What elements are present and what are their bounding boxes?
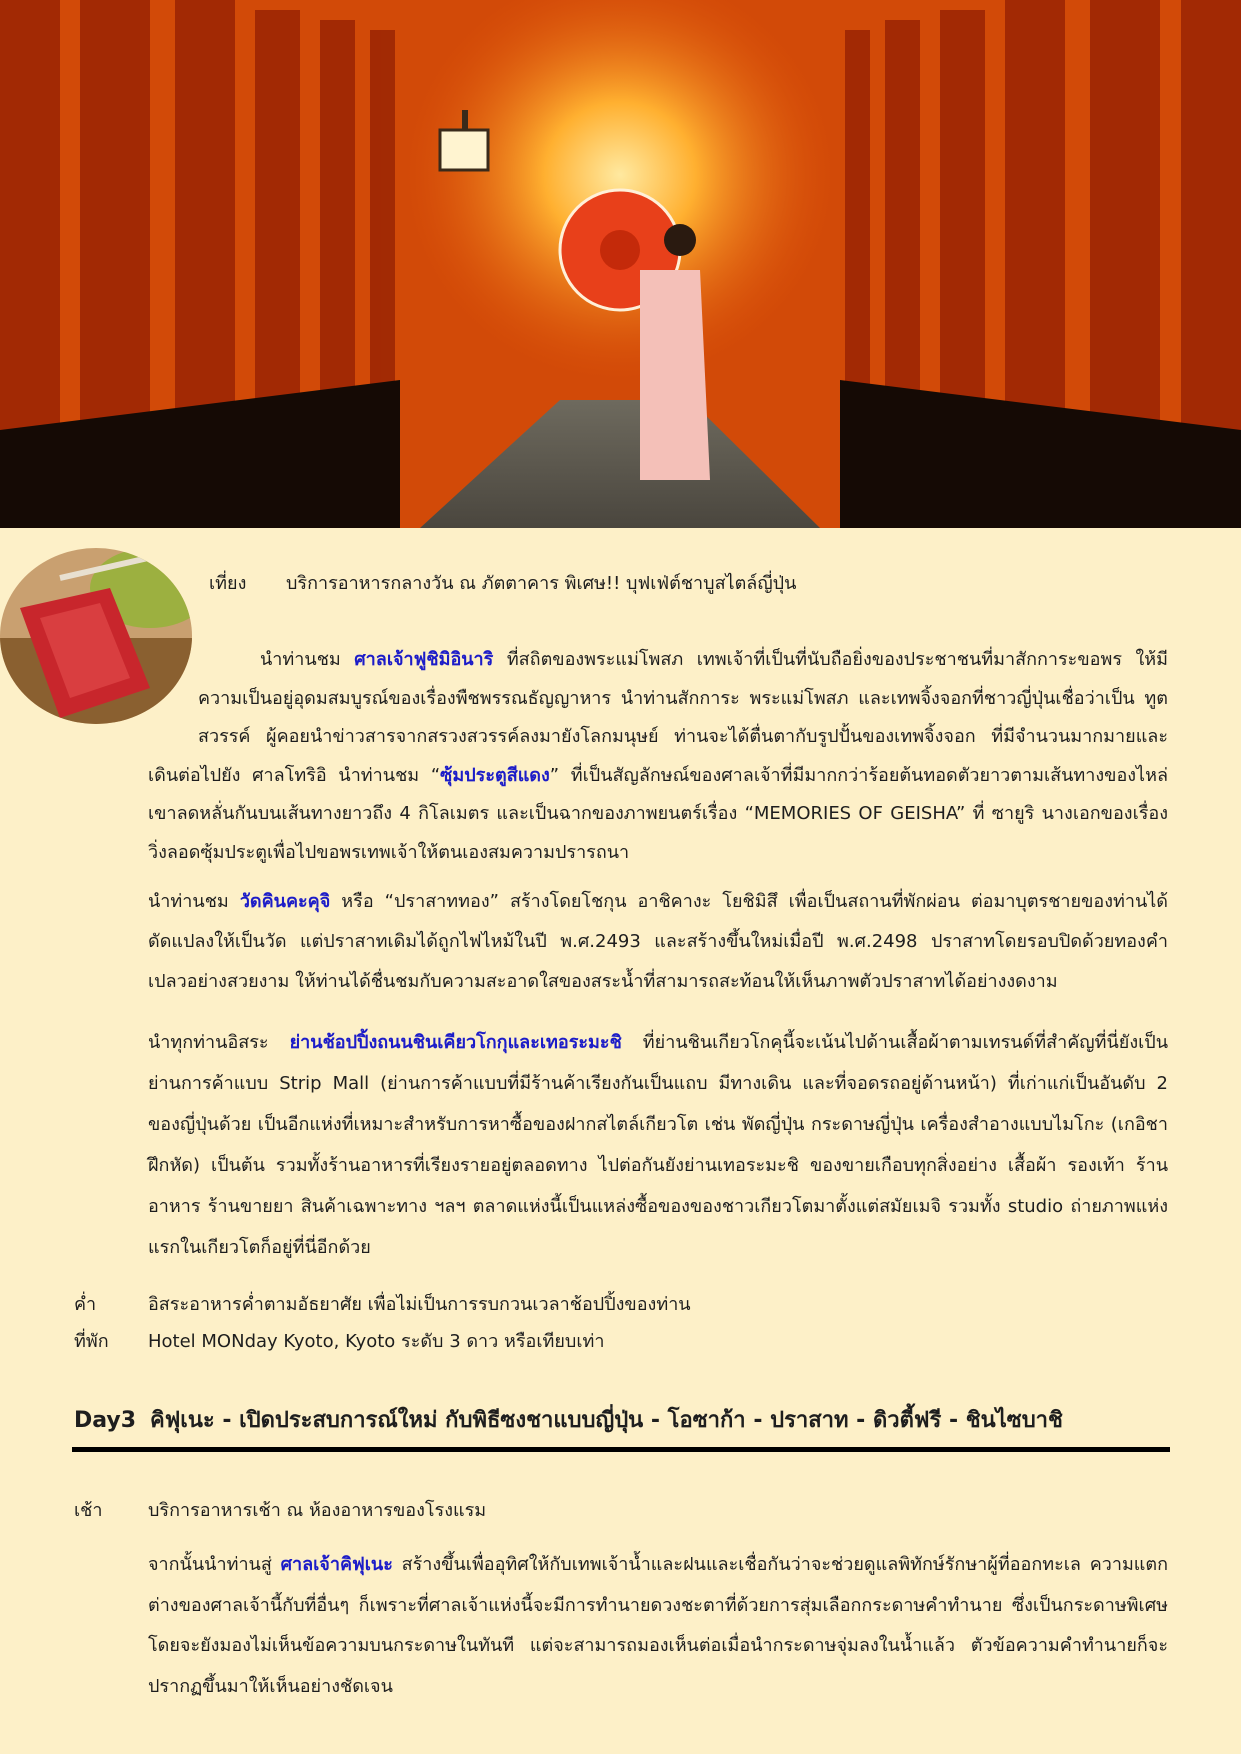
dinner-text: อิสระอาหารค่ำตามอัธยาศัย เพื่อไม่เป็นการรบกวนเวลาช้อปปิ้งของท่าน	[148, 1294, 691, 1315]
hero-photo-torii-gates	[0, 0, 1241, 528]
hotel-text: Hotel MONday Kyoto, Kyoto ระดับ 3 ดาว หรือเทียบเท่า	[148, 1331, 605, 1352]
kifune-shrine-name: ศาลเจ้าคิฟุเนะ	[280, 1554, 393, 1575]
kinkakuji-name: วัดคินคะคุจิ	[239, 891, 331, 912]
day-title: คิฟุเนะ - เปิดประสบการณ์ใหม่ กับพิธีซงชาแบบญี่ปุ่น - โอซาก้า - ปราสาท - ดิวตี้ฟรี - ชินไซบาชิ	[150, 1408, 1063, 1433]
shopping-paragraph: นำทุกท่านอิสระ ย่านช้อปปิ้งถนนชินเคียวโกกุและเทอระมะชิ ที่ย่านชินเกียวโกคุนี้จะเน้นไปด้านเสื้อผ้าตามเทรนด์ที่สำคัญที่นี่ยังเป็นย่านการค้าแบบ Strip Mall (ย่านการค้าแบบที่มีร้านค้าเรียงกันเป็นแถบ มีทางเดิน และที่จอดรถอยู่ด้านหน้า) ที่เก่าแก่เป็นอันดับ 2 ของญี่ปุ่นด้วย เป็นอีกแห่งที่เหมาะสำหรับการหาซื้อของฝากสไตล์เกียวโต เช่น พัดญี่ปุ่น กระดาษญี่ปุ่น เครื่องสำอางแบบไมโกะ (เกอิชาฝึกหัด) เป็นต้น รวมทั้งร้านอาหารที่เรียงรายอยู่ตลอดทาง ไปต่อกันยังย่านเทอระมะชิ ของขายเกือบทุกสิ่งอย่าง เสื้อผ้า รองเท้า ร้านอาหาร ร้านขายยา สินค้าเฉพาะทาง ฯลฯ ตลาดแห่งนี้เป็นแหล่งซื้อของของชาวเกียวโตมาตั้งแต่สมัยเมจิ รวมทั้ง studio ถ่ายภาพแห่งแรกในเกียวโตก็อยู่ที่นี่อีกด้วย	[148, 1032, 1168, 1258]
torii-tunnel-illustration	[0, 0, 1241, 528]
breakfast-label: เช้า	[74, 1500, 103, 1521]
shinkyogoku-name: ย่านช้อปปิ้งถนนชินเคียวโกกุและเทอระมะชิ	[289, 1032, 622, 1053]
breakfast-text: บริการอาหารเช้า ณ ห้องอาหารของโรงแรม	[148, 1500, 487, 1521]
dinner-label: ค่ำ	[74, 1294, 97, 1315]
lunch-text: บริการอาหารกลางวัน ณ ภัตตาคาร พิเศษ!! บุฟเฟ่ต์ชาบูสไตล์ญี่ปุ่น	[286, 573, 797, 594]
kifune-paragraph: จากนั้นนำท่านสู่ ศาลเจ้าคิฟุเนะ สร้างขึ้นเพื่ออุทิศให้กับเทพเจ้าน้ำและฝนและเชื่อกันว่าจะช่วยดูแลพิทักษ์รักษาผู้ที่ออกทะเล ความแตกต่างของศาลเจ้านี้กับที่อื่นๆ ก็เพราะที่ศาลเจ้าแห่งนี้จะมีการทำนายดวงชะตาที่ด้วยการสุ่มเลือกกระดาษคำทำนาย ซึ่งเป็นกระดาษพิเศษ โดยจะยังมองไม่เห็นข้อความบนกระดาษในทันที แต่จะสามารถมองเห็นต่อเมื่อนำกระดาษจุ่มลงในน้ำแล้ว ตัวข้อความคำทำนายก็จะปรากฏขึ้นมาให้เห็นอย่างชัดเจน	[148, 1554, 1168, 1697]
day3-heading	[74, 1401, 1169, 1441]
fushimi-inari-name: ศาลเจ้าฟูชิมิอินาริ	[354, 649, 494, 670]
lunch-label: เที่ยง	[209, 573, 247, 594]
heading-rule	[72, 1447, 1170, 1452]
text-wrap-spacer	[148, 641, 198, 719]
kinkakuji-paragraph: นำท่านชม วัดคินคะคุจิ หรือ “ปราสาททอง” สร้างโดยโชกุน อาชิคางะ โยชิมิสึ เพื่อเป็นสถานที่พักผ่อน ต่อมาบุตรชายของท่านได้ดัดแปลงให้เป็นวัด แต่ปราสาทเดิมได้ถูกไฟไหม้ในปี พ.ศ.2493 และสร้างขึ้นใหม่เมื่อปี พ.ศ.2498 ปราสาทโดยรอบปิดด้วยทองคำเปลวอย่างสวยงาม ให้ท่านได้ชื่นชมกับความสะอาดใสของสระน้ำที่สามารถสะท้อนให้เห็นภาพตัวปราสาทได้อย่างงดงาม	[148, 891, 1168, 992]
red-gates-name: ซุ้มประตูสีแดง	[440, 764, 550, 786]
hotel-label: ที่พัก	[74, 1331, 109, 1352]
fushimi-paragraph: นำท่านชม ศาลเจ้าฟูชิมิอินาริ ที่สถิตของพระแม่โพสภ เทพเจ้าที่เป็นที่นับถือยิ่งของประชาชนที่มาสักการะขอพร ให้มีความเป็นอยู่อุดมสมบูรณ์ของเรื่องพืชพรรณธัญญาหาร นำท่านสักการะ พระแม่โพสภ และเทพจิ้งจอกที่ชาวญี่ปุ่นเชื่อว่าเป็น ทูตสวรรค์ ผู้คอยนำข่าวสารจากสรวงสวรรค์ลงมายังโลกมนุษย์ ท่านจะได้ตื่นตากับรูปปั้นของเทพจิ้งจอก ที่มีจำนวนมากมายและเดินต่อไปยัง ศาลโทริอิ นำท่านชม “ซุ้มประตูสีแดง” ที่เป็นสัญลักษณ์ของศาลเจ้าที่มีมากกว่าร้อยต้นทอดตัวยาวตามเส้นทางของไหล่เขาลดหลั่นกันบนเส้นทางยาวถึง 4 กิโลเมตร และเป็นฉากของภาพยนตร์เรื่อง “MEMORIES OF GEISHA” ที่ ซายูริ นางเอกของเรื่องวิ่งลอดซุ้มประตูเพื่อไปขอพรเทพเจ้าให้ตนเองสมความปรารถนา	[148, 641, 1168, 872]
day-number: Day3	[74, 1408, 137, 1433]
